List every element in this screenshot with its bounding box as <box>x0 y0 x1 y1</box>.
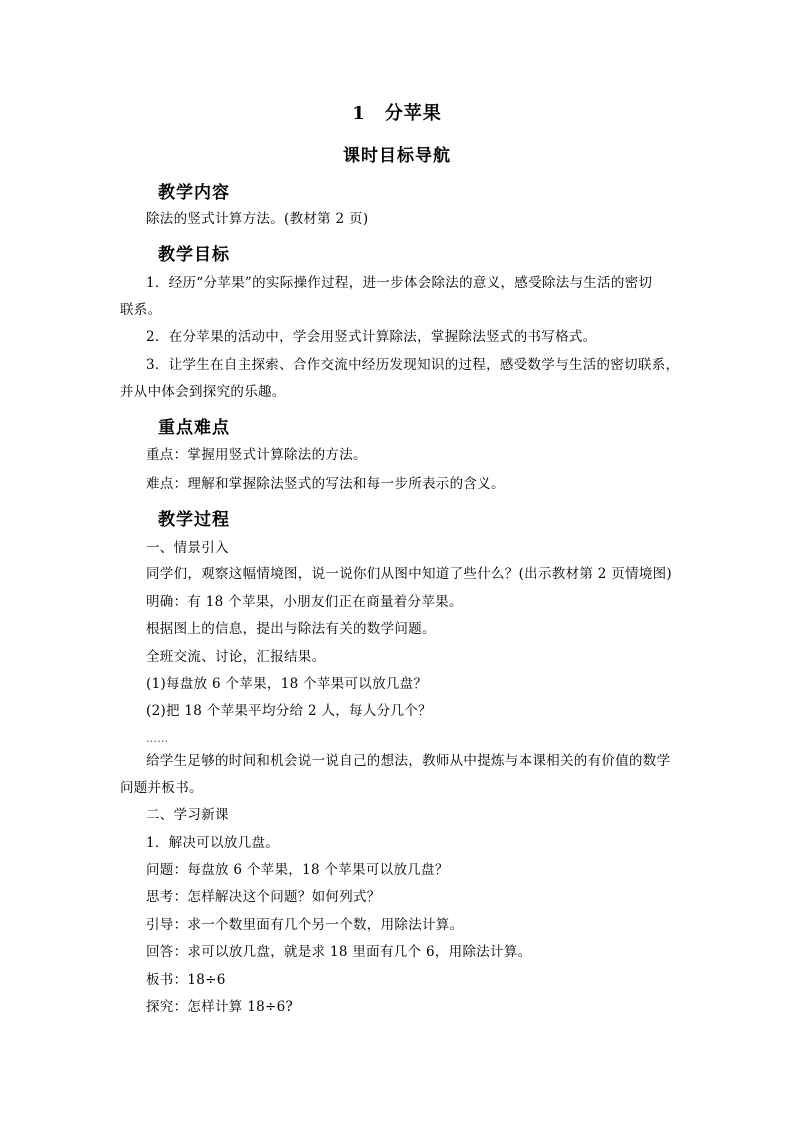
process-line: (1)每盘放 6 个苹果，18 个苹果可以放几盘？ <box>146 676 428 692</box>
heading-process: 教学过程 <box>158 510 230 530</box>
new-lesson-line: 思考：怎样解决这个问题？如何列式？ <box>146 889 381 905</box>
new-lesson-line: 引导：求一个数里面有几个另一个数，用除法计算。 <box>146 917 464 933</box>
new-lesson-line: 板书：18÷6 <box>146 972 226 988</box>
process-line: (2)把 18 个苹果平均分给 2 人，每人分几个？ <box>146 703 432 719</box>
process-line: 明确：有 18 个苹果，小朋友们正在商量着分苹果。 <box>146 594 463 610</box>
process-ellipsis: …… <box>146 732 169 745</box>
goal-1-line-2: 联系。 <box>120 302 162 318</box>
goal-1-line-1: 1．经历“分苹果”的实际操作过程，进一步体会除法的意义，感受除法与生活的密切 <box>146 275 653 291</box>
new-lesson-line: 探究：怎样计算 18÷6? <box>146 999 294 1015</box>
process-intro-heading: 一、情景引入 <box>146 540 229 556</box>
process-line: 根据图上的信息，提出与除法有关的数学问题。 <box>146 621 436 637</box>
key-point: 重点：掌握用竖式计算除法的方法。 <box>146 447 367 463</box>
new-lesson-line: 问题：每盘放 6 个苹果，18 个苹果可以放几盘？ <box>146 862 449 878</box>
difficulty: 难点：理解和掌握除法竖式的写法和每一步所表示的含义。 <box>146 476 505 492</box>
goal-3-line-2: 并从中体会到探究的乐趣。 <box>120 384 286 400</box>
process-line: 同学们，观察这幅情境图，说一说你们从图中知道了些什么？(出示教材第 2 页情境图) <box>146 566 673 582</box>
new-lesson-line: 回答：求可以放几盘，就是求 18 里面有几个 6，用除法计算。 <box>146 944 532 960</box>
new-lesson-heading: 二、学习新课 <box>146 807 229 823</box>
process-line: 全班交流、讨论，汇报结果。 <box>146 649 326 665</box>
goal-2: 2．在分苹果的活动中，学会用竖式计算除法，掌握除法竖式的书写格式。 <box>146 329 597 345</box>
content-text: 除法的竖式计算方法。(教材第 2 页) <box>146 211 369 227</box>
heading-content: 教学内容 <box>158 183 230 203</box>
lesson-title: 1 分苹果 <box>352 103 442 124</box>
goal-3-line-1: 3．让学生在自主探索、合作交流中经历发现知识的过程，感受数学与生活的密切联系， <box>146 357 680 373</box>
new-lesson-line: 1．解决可以放几盘。 <box>146 835 280 851</box>
lesson-subtitle: 课时目标导航 <box>343 146 451 166</box>
heading-key-points: 重点难点 <box>158 418 230 438</box>
heading-goals: 教学目标 <box>158 245 230 265</box>
process-line: 问题并板书。 <box>120 780 203 796</box>
process-line: 给学生足够的时间和机会说一说自己的想法，教师从中提炼与本课相关的有价值的数学 <box>146 753 671 769</box>
